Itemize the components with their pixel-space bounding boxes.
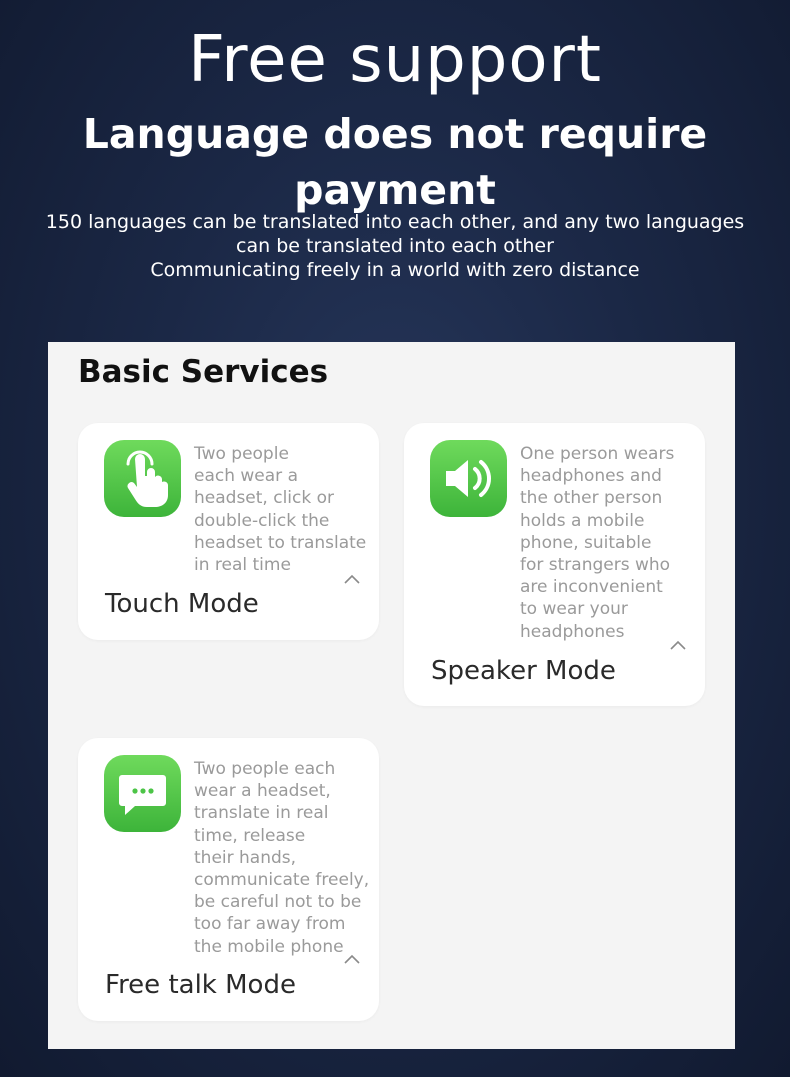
touch-mode-description (194, 443, 374, 576)
chevron-up-icon[interactable] (670, 640, 686, 650)
hero-description (0, 210, 790, 282)
description-line: in real time (194, 555, 291, 576)
description-line: their hands, (194, 847, 297, 868)
chat-bubble-icon (104, 755, 181, 832)
description-line: the other person (520, 488, 663, 509)
description-line: double-click the (194, 510, 330, 531)
description-line: translate in real (194, 803, 329, 824)
description-line: headset to translate (194, 532, 367, 553)
hero-subtitle: Language does not require payment (82, 110, 708, 214)
hero-description-line: Communicating freely in a world with zero distance (150, 259, 640, 281)
description-line: headphones (520, 621, 625, 642)
description-line: be careful not to be (194, 892, 362, 913)
speaker-mode-card[interactable] (404, 423, 705, 706)
touch-hand-icon (104, 440, 181, 517)
free-talk-mode-card[interactable] (78, 738, 379, 1021)
description-line: wear a headset, (194, 781, 331, 802)
hero-description-line: 150 languages can be translated into each other, and any two languages (45, 211, 745, 233)
description-line: to wear your (520, 599, 628, 620)
description-line: headset, click or (194, 488, 335, 509)
description-line: headphones and (520, 466, 662, 487)
speaker-mode-label: Speaker Mode (431, 656, 616, 686)
free-talk-mode-label: Free talk Mode (105, 970, 296, 1000)
description-line: One person wears (520, 444, 675, 464)
speaker-mode-description (520, 443, 700, 643)
touch-mode-label: Touch Mode (105, 589, 259, 619)
description-line: each wear a (194, 466, 298, 487)
speaker-icon (430, 440, 507, 517)
free-talk-mode-description (194, 758, 374, 958)
description-line: time, release (194, 825, 306, 846)
description-line: too far away from (194, 914, 346, 935)
basic-services-heading: Basic Services (78, 354, 329, 390)
description-line: are inconvenient (520, 577, 663, 598)
chevron-up-icon[interactable] (344, 574, 360, 584)
basic-services-panel (48, 342, 735, 1049)
hero-title: Free support (188, 23, 602, 97)
description-line: phone, suitable (520, 532, 652, 553)
description-line: Two people (194, 444, 289, 464)
hero-description-line: can be translated into each other (236, 235, 554, 257)
touch-mode-card[interactable] (78, 423, 379, 640)
description-line: the mobile phone (194, 936, 344, 957)
description-line: Two people each (194, 759, 336, 779)
description-line: communicate freely, (194, 870, 370, 891)
description-line: holds a mobile (520, 510, 645, 531)
description-line: for strangers who (520, 555, 671, 576)
chevron-up-icon[interactable] (344, 954, 360, 964)
